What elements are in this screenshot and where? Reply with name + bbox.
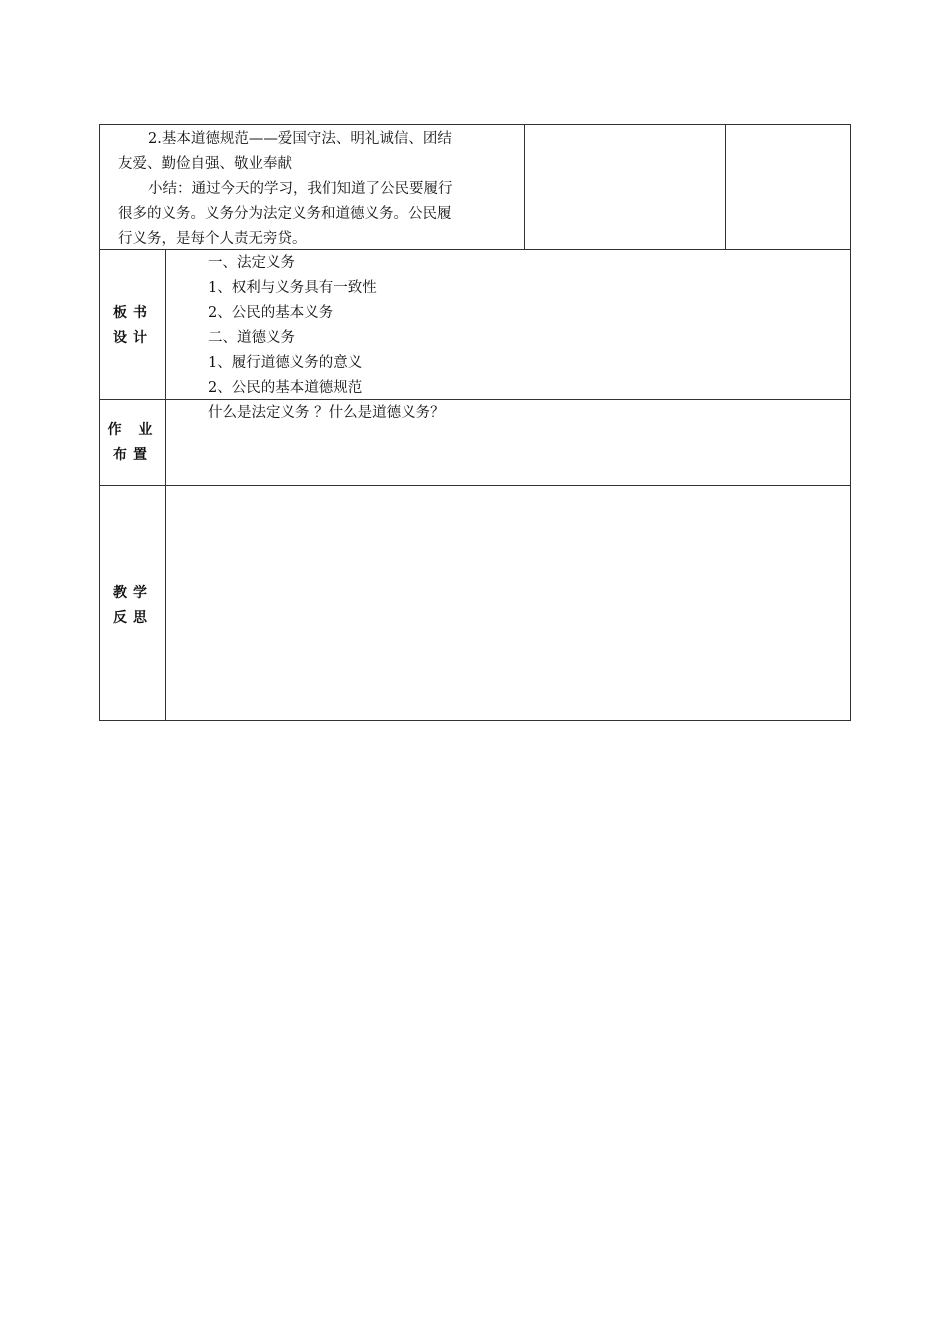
- empty-cell: [726, 125, 850, 250]
- content-line: 友爱、勤俭自强、敬业奉献: [118, 156, 292, 172]
- lesson-plan-table: [99, 124, 851, 721]
- table-row-homework: [100, 400, 850, 486]
- board-design-label: [100, 250, 166, 399]
- board-design-label-bottom: 设计: [113, 330, 153, 346]
- board-design-item: 1、权利与义务具有一致性: [208, 280, 377, 296]
- table-row-board-design: [100, 250, 850, 400]
- summary-line: 很多的义务。义务分为法定义务和道德义务。公民履: [118, 206, 452, 222]
- content-line: 2.基本道德规范——爱国守法、明礼诚信、团结: [148, 131, 452, 147]
- board-design-item: 2、公民的基本道德规范: [208, 380, 363, 396]
- reflection-label-bottom: 反思: [113, 610, 153, 626]
- summary-line: 小结：通过今天的学习，我们知道了公民要履行: [148, 181, 453, 197]
- reflection-content: [166, 486, 850, 721]
- table-row-content: [100, 125, 850, 250]
- reflection-label-top: 教学: [113, 585, 153, 601]
- summary-line: 行义务，是每个人责无旁贷。: [118, 231, 307, 247]
- empty-cell: [525, 125, 726, 250]
- homework-text: 什么是法定义务 ？什么是道德义务？: [208, 405, 445, 421]
- board-design-item: 一、法定义务: [208, 255, 295, 271]
- board-design-item: 二、道德义务: [208, 330, 295, 346]
- content-cell: [100, 125, 525, 250]
- board-design-content: [166, 250, 850, 399]
- table-row-reflection: [100, 486, 850, 721]
- reflection-label: [100, 486, 166, 721]
- board-design-item: 1、履行道德义务的意义: [208, 355, 363, 371]
- homework-content: [166, 400, 850, 485]
- board-design-label-top: 板书: [113, 305, 153, 321]
- homework-label: [100, 400, 166, 485]
- homework-label-bottom: 布置: [113, 447, 153, 463]
- board-design-item: 2、公民的基本义务: [208, 305, 334, 321]
- homework-label-top: 作 业: [107, 422, 159, 438]
